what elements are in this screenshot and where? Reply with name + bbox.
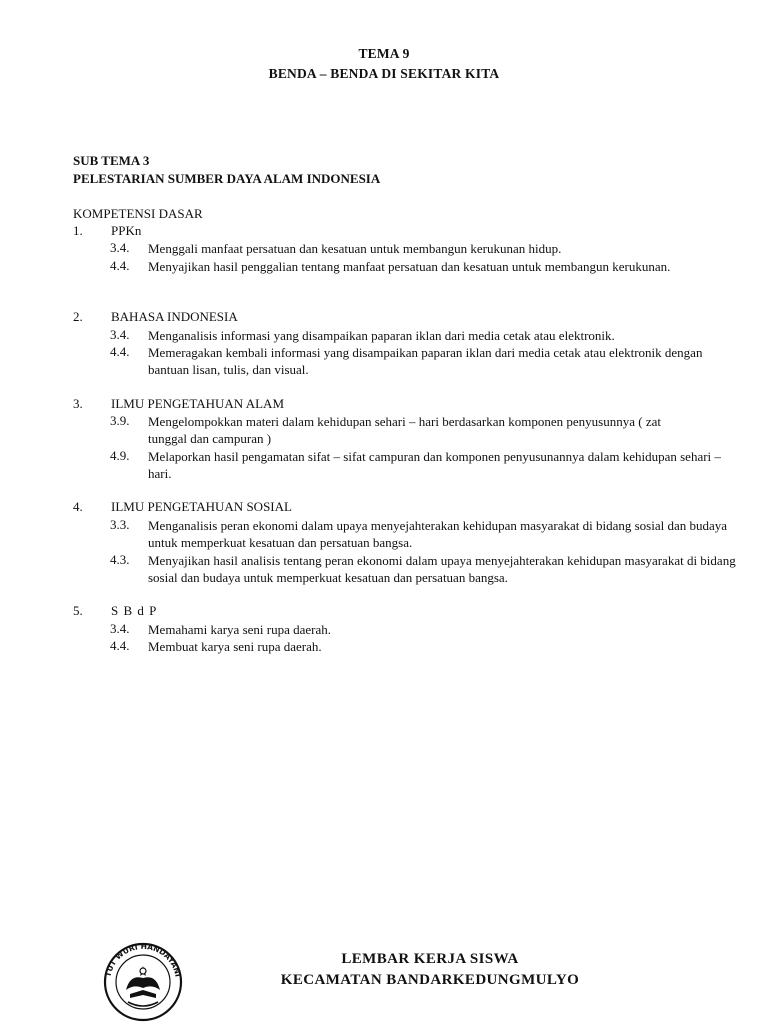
item-text: Melaporkan hasil pengamatan sifat – sifat campuran dan komponen penyusunannya dalam kehidupan sehari – hari.	[148, 449, 721, 481]
footer-line-2: KECAMATAN BANDARKEDUNGMULYO	[280, 972, 580, 988]
kompetensi-label: KOMPETENSI DASAR	[73, 206, 203, 221]
tut-wuri-handayani-logo	[100, 938, 186, 1024]
item-code: 3.4.	[110, 240, 130, 255]
section-number: 5.	[73, 603, 83, 618]
section-name: BAHASA INDONESIA	[111, 309, 238, 324]
item-code: 3.4.	[110, 327, 130, 342]
item-code: 4.3.	[110, 552, 130, 567]
section-number: 3.	[73, 396, 83, 411]
item-code: 3.3.	[110, 517, 130, 532]
item-text: Menganalisis peran ekonomi dalam upaya menyejahterakan kehidupan masyarakat di bidang sosial dan budaya untuk memperkuat kesatuan dan persatuan bangsa.	[148, 518, 728, 550]
item-text: Memahami karya seni rupa daerah.	[148, 622, 332, 637]
section-name: ILMU PENGETAHUAN ALAM	[111, 396, 285, 411]
subtema-title: PELESTARIAN SUMBER DAYA ALAM INDONESIA	[73, 171, 381, 186]
item-text: Menganalisis informasi yang disampaikan paparan iklan dari media cetak atau elektronik.	[148, 328, 615, 343]
tema-number: TEMA 9	[358, 46, 410, 61]
footer-line-1: LEMBAR KERJA SISWA	[341, 951, 519, 967]
item-text: Memeragakan kembali informasi yang disampaikan paparan iklan dari media cetak atau elektronik dengan bantuan lisan, tulis, dan visual.	[148, 345, 703, 377]
item-code: 4.4.	[110, 638, 130, 653]
item-code: 3.9.	[110, 413, 130, 428]
subtema-label: SUB TEMA 3	[73, 153, 150, 168]
svg-text:TUT WURI HANDAYANI: TUT WURI HANDAYANI	[103, 941, 183, 978]
item-code: 4.4.	[110, 258, 130, 273]
section-number: 1.	[73, 223, 83, 238]
item-text: Menyajikan hasil penggalian tentang manfaat persatuan dan kesatuan untuk membangun kerukunan.	[148, 259, 671, 274]
section-name: ILMU PENGETAHUAN SOSIAL	[111, 499, 292, 514]
item-text: Menyajikan hasil analisis tentang peran ekonomi dalam upaya menyejahterakan kehidupan masyarakat di bidang sosial dan budaya untuk memperkuat kesatuan dan persatuan bangsa.	[148, 553, 736, 585]
section-number: 2.	[73, 309, 83, 324]
section-name: S B d P	[111, 603, 157, 618]
section-name: PPKn	[111, 223, 142, 238]
item-code: 4.4.	[110, 344, 130, 359]
item-code: 3.4.	[110, 621, 130, 636]
section-number: 4.	[73, 499, 83, 514]
tema-title: BENDA – BENDA DI SEKITAR KITA	[268, 66, 500, 81]
item-text: Membuat karya seni rupa daerah.	[148, 639, 322, 654]
item-text: Menggali manfaat persatuan dan kesatuan untuk membangun kerukunan hidup.	[148, 241, 562, 256]
item-text: Mengelompokkan materi dalam kehidupan sehari – hari berdasarkan komponen penyusunnya ( zat tunggal dan campuran )	[148, 414, 661, 446]
item-code: 4.9.	[110, 448, 130, 463]
